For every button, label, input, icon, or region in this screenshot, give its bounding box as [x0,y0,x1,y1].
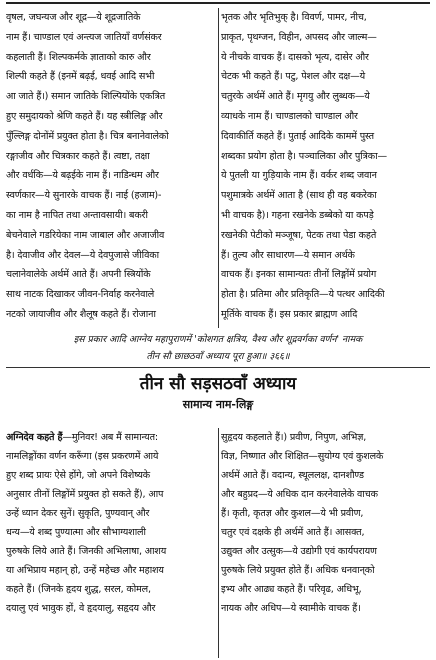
text-line: स्वर्णकार—ये सुनारके वाचक हैं। नाई (हजाम)- [6,190,162,202]
text-line: नाम हैं। चाण्डाल एवं अन्त्यज जातियाँ वर्णसंकर [6,31,162,43]
text-line [221,325,430,328]
upper-left-column [6,8,215,328]
text-line: ये पुतली या गुड़ियाके नाम हैं। वर्कर शब्द जवान [221,170,377,182]
text-line: दयालु एवं भावुक हों, वे हृदयालु, सहृदय और [6,603,156,614]
text-line: चलानेवालेके अर्थमें आते हैं। अपनी स्त्रियोंके [6,269,151,281]
text-line: चतुरके अर्थमें आते हैं। मृगयु और लुब्धक—ये [221,91,370,103]
text-line: व्याधके नाम हैं। चाण्डालको चाण्डाल और [221,110,358,122]
text-line: आ जाते हैं।) समान जातिके शिल्पियोंके एकत्रित [6,91,166,103]
text-line: कहते हैं। (जिनके हृदय शुद्ध, सरल, कोमल, [6,584,151,595]
text-line: पशुमात्रके अर्थमें आता है (साथ ही वह बकरेका [221,190,377,202]
column-divider [218,8,219,328]
text-line: कहलाती हैं। शिल्पकर्मके ज्ञाताको कारु और [6,51,151,63]
text-line: बेचनेवाले गडरियेका नाम जाबाल और अजाजीव [6,229,165,241]
text-line: अनुसार तीनों लिङ्गोंमें प्रयुक्त हो सकते हैं), आप [6,489,164,500]
text-line: वाचक हैं। इनका सामान्यतः तीनों लिङ्गोंमें प्रयोग [221,269,377,281]
text-line: अर्थमें आते हैं। वदान्य, स्थूललक्ष, दानशौण्ड [221,470,364,481]
text-line [6,325,215,328]
text-line [6,428,215,447]
text-line: पुँल्लिङ्ग दोनोंमें प्रयुक्त होता है। चित्र बनानेवालेको [6,130,169,142]
text-line: और वर्धकि—ये बढ़ईके नाम हैं। नाडिन्धम और [6,170,159,182]
text-line: उद्युक्त और उत्सुक—ये उद्योगी एवं कार्यपरायण [221,546,377,557]
text-line: और बहुप्रद—ये अधिक दान करनेवालेके वाचक [221,489,378,500]
text-line: रखनेकी पेटीको मञ्जूषा, पेटक तथा पेडा कहते [221,229,377,241]
text-line: का नाम है नापित तथा अन्तावसायी। बकरी [6,209,148,221]
chapter-subtitle: सामान्य नाम-लिङ्ग [182,398,254,411]
text-line: शिल्पी कहते हैं (इनमें बढ़ई, धवई आदि सभी [6,71,155,83]
colophon-line: इस प्रकार आदि आग्नेय महापुराणमें 'कोशगत क्षत्रिय, वैश्य और शूद्रवर्गका वर्णन' नामक [73,334,363,345]
text-line: नायक और अधिप—ये स्वामीके वाचक हैं। [221,603,361,614]
text-line: चतुर एवं दक्षके ही अर्थमें आते हैं। आसक्त, [221,527,365,538]
heading-rule-top [6,367,430,368]
lower-columns [6,428,430,658]
upper-right-column [221,8,430,328]
text-line: भी वाचक है)। गहना रखनेके डब्बेको या कपड़े [221,209,374,221]
text-line: है। देवाजीव और देवल—ये देवपुजासे जीविका [6,249,159,261]
speaker-label: अग्निदेव कहते हैं [6,432,63,443]
text-line: इभ्य और आढ्य कहते हैं। परिवृढ, अधिभू, [221,584,362,595]
text-line: हैं। कृती, कृतज्ञ और कुशल—ये भी प्रवीण, [221,508,364,519]
text-line: ये नीचके वाचक हैं। दासको भृत्य, दासेर और [221,51,369,63]
text-line: उन्हें ध्यान देकर सुनें। सुकृति, पुण्यवान् और [6,508,150,519]
lower-left-column [6,428,215,658]
column-divider [218,428,219,658]
text-line: प्राकृत, पृथग्जन, विहीन, अपसद और जाल्म— [221,31,377,43]
text-line: होता है। प्रतिमा और प्रतिकृति—ये पत्थर आदिकी [221,289,385,301]
text-line: हुए शब्द प्रायः ऐसे होंगे, जो अपने विशेष्यके [6,470,151,481]
upper-columns [6,8,430,328]
text-line: धन्य—ये शब्द पुण्यात्मा और सौभाग्यशाली [6,527,146,538]
text-line: रङ्गाजीव और चित्रकार कहते हैं। त्वष्टा, तक्षा [6,150,150,162]
text-line: पुरुषके लिये आते हैं। जिनकी अभिलाषा, आशय [6,546,167,557]
colophon-line: तीन सौ छाछठवाँ अध्याय पूरा हुआ॥ ३६६॥ [146,351,290,362]
text-line: हैं। तुल्य और साधारण—ये समान अर्थके [221,249,355,261]
text-line: सुहृदय कहलाते हैं।) प्रवीण, निपुण, अभिज्ञ, [221,432,367,443]
text-line: साथ नाटक दिखाकर जीवन-निर्वाह करनेवाले [6,289,155,301]
text-line: नामलिङ्गोंका वर्णन करूँगा (इस प्रकरणमें आये [6,451,159,462]
text-line: दिवाकीर्ति कहते हैं। पुताई आदिके काममें पुस्त [221,130,374,142]
text-line: मूर्तिके वाचक हैं। इस प्रकार ब्राह्मण आदि [221,308,358,320]
text-line: चेटक भी कहते हैं। पटु, पेशल और दक्ष—ये [221,71,366,83]
lower-right-column [221,428,430,658]
text-line: हुए समुदायको श्रेणि कहते हैं। यह स्त्रीलिङ्ग और [6,110,163,122]
chapter-title: तीन सौ सड़सठवाँ अध्याय [139,374,297,394]
text-line: वृषल, जघन्यज और शूद्र—ये शूद्रजातिके [6,12,141,23]
text-line: विज्ञ, निष्णात और शिक्षित—सुयोग्य एवं कुशलके [221,451,384,462]
text-line-rest: —मुनिवर! अब मैं सामान्यत: [62,432,158,443]
chapter-colophon [10,331,426,365]
top-rule [6,2,430,4]
text-line: भृतक और भृतिभुक् है। विवर्ण, पामर, नीच, [221,12,367,23]
text-line: पुरुषके लिये प्रयुक्त होते हैं। अधिक धनवान्‌को [221,565,375,576]
text-line: शब्दका प्रयोग होता है। पञ्चालिका और पुत्रिका— [221,150,387,162]
text-line: या अभिप्राय महान् हो, उन्हें महेच्छ और महाशय [6,565,164,576]
text-line: नटको जायाजीव और शैलूष कहते हैं। रोजाना [6,308,156,320]
